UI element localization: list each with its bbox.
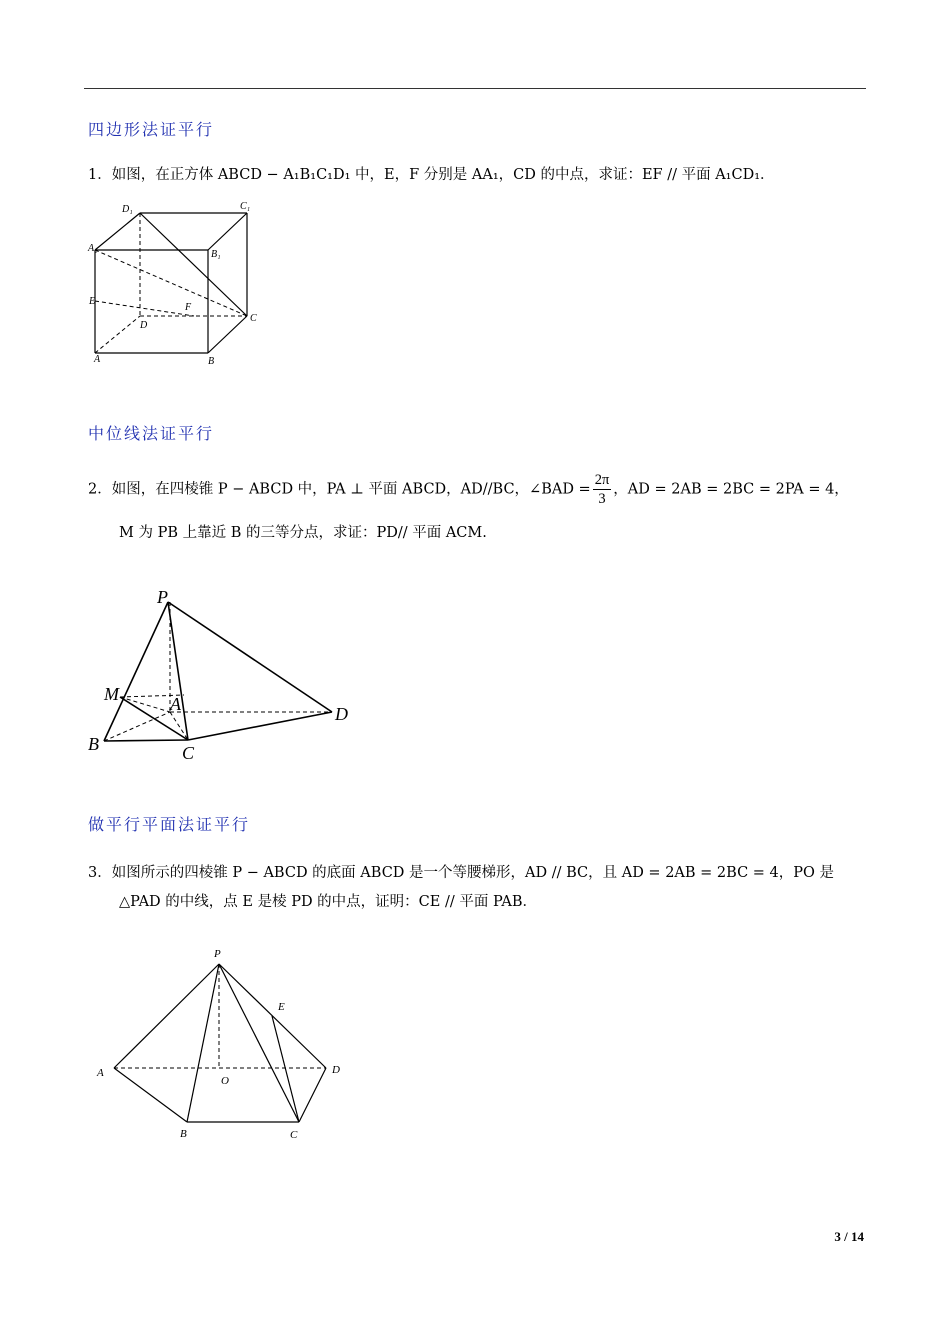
label-P: P [157,587,168,607]
label-C: C [290,1129,298,1141]
label-B: B [208,356,215,367]
problem-2-line-2: M 为 PB 上靠近 B 的三等分点，求证：PD// 平面 ACM. [119,525,487,541]
angle-fraction [593,471,612,508]
label-P: P [214,948,221,960]
page-number: 3 / 14 [834,1229,864,1244]
label-B1: B₁ [211,249,221,260]
problem-2-text-b: ，AD = 2AB = 2BC = 2PA = 4， [613,481,849,498]
label-F: F [185,302,192,313]
fraction-numerator: 2π [594,472,610,488]
label-O: O [221,1075,229,1087]
label-A1: A₁ [88,243,98,254]
label-A: A [94,354,101,365]
header-rule [84,88,866,89]
label-D: D [140,320,148,331]
problem-2-text-a: 2．如图，在四棱锥 P − ABCD 中，PA ⊥ 平面 ABCD，AD//BC，∠BAD = [88,481,591,498]
section-2-heading: 中位线法证平行 [88,424,215,443]
label-E: E [278,1001,285,1013]
label-D1: D₁ [122,204,133,215]
figure-1-cube [84,198,274,370]
label-A: A [170,694,181,714]
figure-3-pyramid [94,940,354,1145]
problem-3-line-2: △PAD 的中线，点 E 是棱 PD 的中点，证明：CE // 平面 PAB． [119,894,538,910]
problem-3-line-1: 3．如图所示的四棱锥 P − ABCD 的底面 ABCD 是一个等腰梯形，AD // BC，且 AD = 2AB = 2BC = 4，PO 是 [88,865,835,881]
figure-2-pyramid [84,585,364,770]
label-D: D [332,1064,340,1076]
label-B: B [88,734,99,754]
problem-1-text: 1．如图，在正方体 ABCD − A₁B₁C₁D₁ 中，E，F 分别是 AA₁，CD 的中点，求证：EF // 平面 A₁CD₁． [88,167,775,183]
label-C: C [182,743,195,763]
fraction-denominator: 3 [598,491,606,507]
label-C: C [250,313,257,324]
label-E: E [89,296,96,307]
problem-2-line-1 [88,471,849,508]
label-A: A [97,1067,104,1079]
label-M: M [104,684,119,704]
label-D: D [335,704,348,724]
section-3-heading: 做平行平面法证平行 [88,815,251,834]
label-C1: C₁ [240,201,251,212]
section-1-heading: 四边形法证平行 [88,120,215,139]
label-B: B [180,1128,187,1140]
